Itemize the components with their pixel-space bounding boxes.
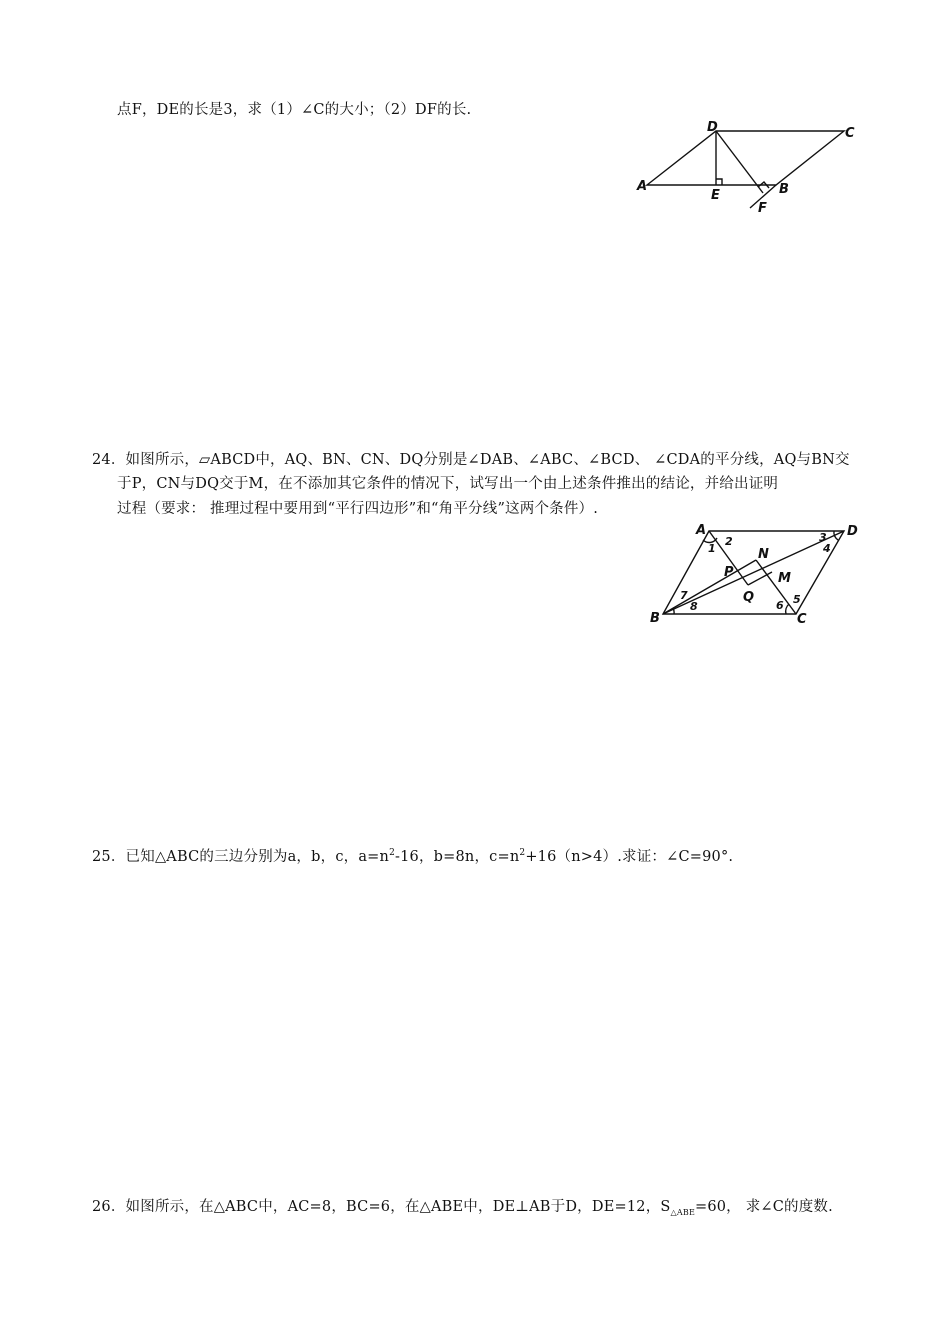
fig24-label-b: B — [650, 611, 660, 626]
fig24-bisector-bn — [663, 560, 756, 614]
q26-text-prefix: 26．如图所示，在△ABC中，AC=8，BC=6，在△ABE中，DE⊥AB于D，DE=12，S — [92, 1199, 671, 1215]
fig23-label-d: D — [707, 120, 718, 135]
q25-text-mid: -16，b=8n，c=n — [395, 849, 520, 865]
fig23-label-e: E — [711, 188, 720, 203]
fig24-arc-b — [673, 608, 674, 614]
fig23-label-c: C — [845, 126, 855, 141]
q24-text-line2: 于P，CN与DQ交于M，在不添加其它条件的情况下，试写出一个由上述条件推出的结论，并给出证明 — [117, 476, 779, 492]
fig24-arc-d — [834, 531, 838, 540]
fig24-arc-c — [786, 604, 789, 614]
q24-text-line3: 过程（要求： 推理过程中要用到“平行四边形”和“角平分线”这两个条件）. — [117, 501, 599, 517]
fig24-label-q: Q — [743, 590, 755, 605]
fig24-angle-3: 3 — [819, 531, 827, 544]
q23-text-line1: 点F，DE的长是3，求（1）∠C的大小；（2）DF的长. — [117, 102, 472, 118]
fig24-angle-7: 7 — [680, 589, 688, 602]
fig24-angle-8: 8 — [690, 600, 698, 613]
fig24-label-c: C — [797, 612, 807, 627]
fig24-angle-5: 5 — [793, 593, 801, 606]
fig24-label-n: N — [758, 547, 769, 562]
q25-superscript-2: 2 — [519, 848, 526, 859]
q24-text-line1: 24．如图所示，▱ABCD中，AQ、BN、CN、DQ分别是∠DAB、∠ABC、∠BCD、 ∠CDA的平分线，AQ与BN交 — [92, 452, 850, 468]
fig23-label-a: A — [637, 179, 648, 194]
fig24-angle-6: 6 — [776, 599, 784, 612]
q25-superscript-1: 2 — [389, 848, 396, 859]
q26-subscript: △ABE — [670, 1207, 695, 1217]
fig24-label-d: D — [847, 524, 858, 539]
q25-text-prefix: 25．已知△ABC的三边分别为a，b，c，a=n — [92, 849, 390, 865]
fig24-label-m: M — [778, 571, 791, 586]
q26-text-suffix: =60， 求∠C的度数. — [694, 1199, 833, 1215]
fig24-angle-1: 1 — [708, 542, 716, 555]
q26-text — [92, 1197, 833, 1217]
fig23-label-b: B — [779, 182, 789, 197]
q25-text-suffix: +16（n>4）.求证：∠C=90°. — [525, 849, 734, 865]
fig24-label-p: P — [724, 565, 734, 580]
fig24-angle-4: 4 — [823, 542, 831, 555]
fig24-angle-2: 2 — [725, 535, 733, 548]
q25-text — [92, 847, 733, 867]
fig23-label-f: F — [758, 201, 767, 216]
fig24-label-a: A — [696, 523, 707, 538]
